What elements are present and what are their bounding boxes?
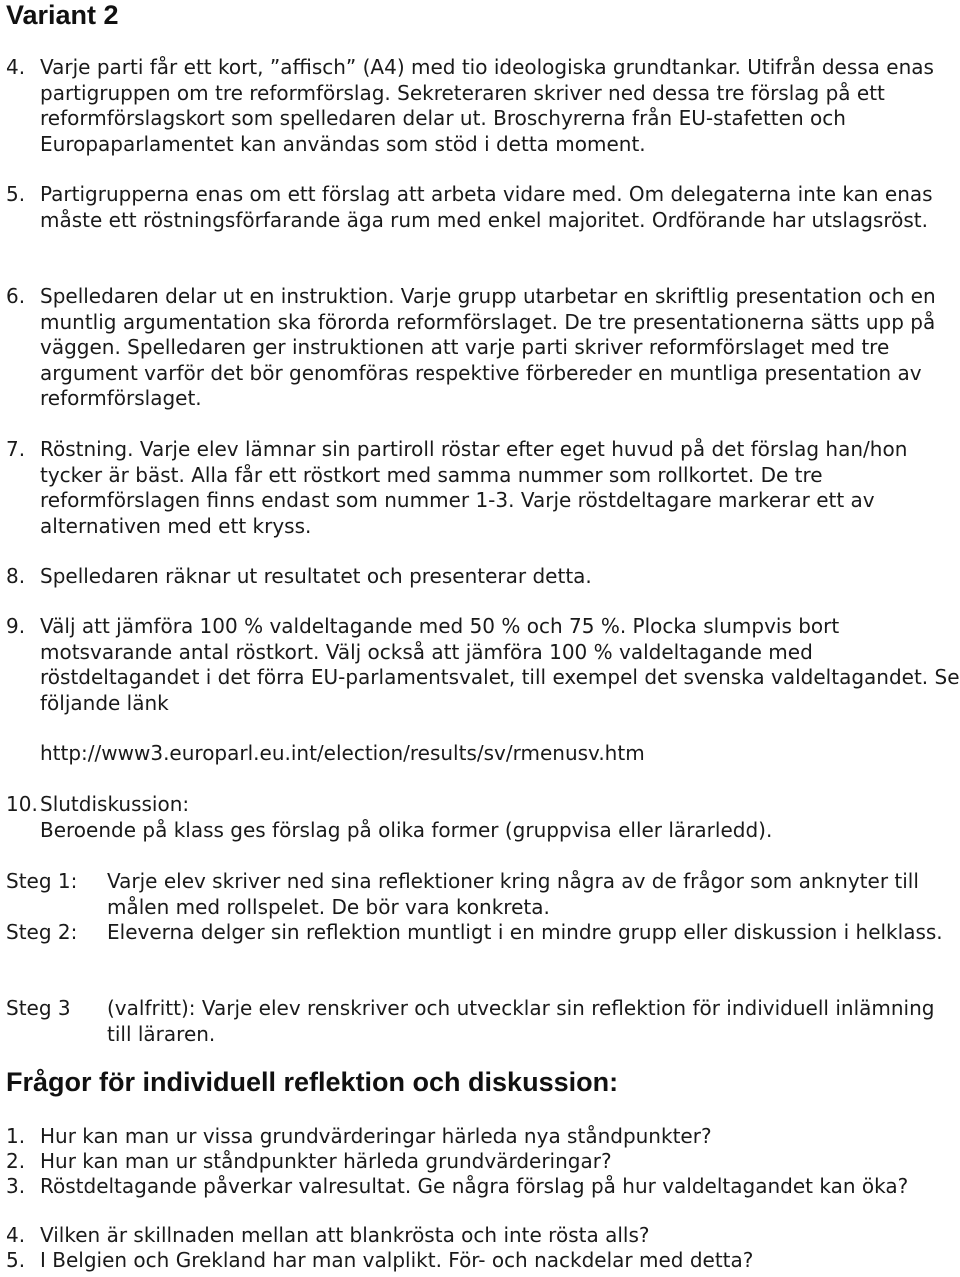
- list-item: [6, 284, 960, 412]
- question-number: 2.: [6, 1149, 26, 1173]
- question-text: I Belgien och Grekland har man valplikt. För- och nackdelar med detta?: [40, 1248, 754, 1272]
- item-number: 4.: [6, 55, 26, 79]
- question-item: [6, 1249, 960, 1272]
- step-row: [6, 996, 960, 1047]
- question-number: 5.: [6, 1248, 26, 1272]
- question-item: [6, 1224, 960, 1247]
- item-number: 5.: [6, 182, 26, 206]
- item-number: 7.: [6, 437, 26, 461]
- item-text: [40, 614, 960, 767]
- step-row: [6, 869, 960, 920]
- step-text: Varje elev skriver ned sina reflektioner kring några av de frågor som anknyter till målen med rollspelet. De bör vara konkreta.: [107, 869, 919, 919]
- item-body: Välj att jämföra 100 % valdeltagande med 50 % och 75 %. Plocka slumpvis bort motsvarande antal röstkort. Välj också att jämföra 100 % valdeltagande med röstdeltagandet i det förra EU-parlamentsvalet, till exempel det svenska valdeltagandet. Se följande länk: [40, 614, 960, 715]
- step-label: Steg 1:: [6, 869, 78, 893]
- election-results-link[interactable]: http://www3.europarl.eu.int/election/results/sv/rmenusv.htm: [40, 741, 645, 765]
- list-item: [6, 792, 960, 843]
- list-item: [6, 614, 960, 767]
- question-item: [6, 1175, 960, 1198]
- list-item: [6, 437, 960, 539]
- list-item: [6, 55, 960, 157]
- item-number: 9.: [6, 614, 26, 638]
- step-text: (valfritt): Varje elev renskriver och utvecklar sin reflektion för individuell inlämning till läraren.: [107, 996, 935, 1046]
- question-item: [6, 1125, 960, 1148]
- questions-heading: Frågor för individuell reflektion och diskussion:: [6, 1067, 619, 1097]
- question-text: Hur kan man ur vissa grundvärderingar härleda nya ståndpunkter?: [40, 1124, 712, 1148]
- question-text: Vilken är skillnaden mellan att blankrösta och inte rösta alls?: [40, 1223, 650, 1247]
- item-body: Beroende på klass ges förslag på olika former (gruppvisa eller lärarledd).: [40, 817, 773, 842]
- question-number: 3.: [6, 1174, 26, 1198]
- question-number: 4.: [6, 1223, 26, 1247]
- step-label: Steg 2:: [6, 920, 78, 944]
- step-text: Eleverna delger sin reflektion muntligt i en mindre grupp eller diskussion i helklass.: [107, 920, 943, 944]
- step-row: [6, 920, 960, 946]
- list-item: [6, 564, 960, 590]
- item-text: Spelledaren delar ut en instruktion. Varje grupp utarbetar en skriftlig presentation och en muntlig argumentation ska förorda reformförslaget. De tre presentationerna sätts upp på väggen. Spelledaren ger instruktionen att varje parti skriver reformförslaget med tre argument varför det bör genomföras respektive förbereder en muntliga presentation av reformförslaget.: [40, 284, 936, 410]
- list-item: [6, 182, 960, 233]
- item-text: Varje parti får ett kort, ”affisch” (A4) med tio ideologiska grundtankar. Utifrån dessa enas partigruppen om tre reformförslag. Sekreteraren skriver ned dessa tre förslag på ett reformförslagskort som spelledaren delar ut. Broschyrerna från EU-stafetten och Europaparlamentet kan användas som stöd i detta moment.: [40, 55, 934, 156]
- item-text: [40, 792, 960, 843]
- question-text: Röstdeltagande påverkar valresultat. Ge några förslag på hur valdeltagandet kan öka?: [40, 1174, 909, 1198]
- item-number: 8.: [6, 564, 26, 588]
- step-label: Steg 3: [6, 996, 71, 1020]
- item-text: Spelledaren räknar ut resultatet och presenterar detta.: [40, 564, 592, 588]
- question-number: 1.: [6, 1124, 26, 1148]
- page-title: Variant 2: [6, 0, 119, 30]
- item-number: 6.: [6, 284, 26, 308]
- item-text: Röstning. Varje elev lämnar sin partiroll röstar efter eget huvud på det förslag han/hon tycker är bäst. Alla får ett röstkort med samma nummer som rollkortet. De tre reformförslagen finns endast som nummer 1-3. Varje röstdeltagare markerar ett av alternativen med ett kryss.: [40, 437, 908, 538]
- question-item: [6, 1150, 960, 1173]
- item-heading: Slutdiskussion:: [40, 792, 190, 816]
- item-number: 10.: [6, 792, 38, 816]
- question-text: Hur kan man ur ståndpunkter härleda grundvärderingar?: [40, 1149, 612, 1173]
- item-text: Partigrupperna enas om ett förslag att arbeta vidare med. Om delegaterna inte kan enas måste ett röstningsförfarande äga rum med enkel majoritet. Ordförande har utslagsröst.: [40, 182, 933, 232]
